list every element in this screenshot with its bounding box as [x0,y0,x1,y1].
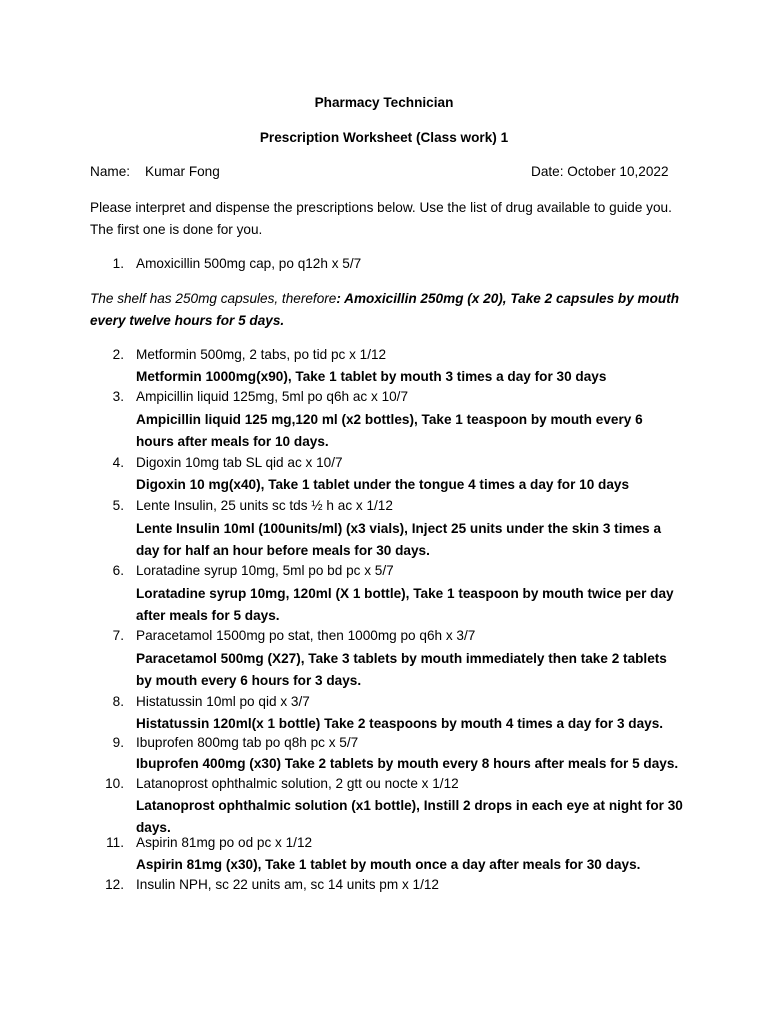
example-answer-text: : Amoxicillin 250mg (x 20), Take 2 capsules by mouth every twelve hours for 5 days. [90,291,680,328]
student-name: Kumar Fong [145,164,220,179]
example-prescription: Amoxicillin 500mg cap, po q12h x 5/7 [136,256,362,271]
prescription-line: Histatussin 10ml po qid x 3/7 [136,694,310,709]
dispensing-answer: Paracetamol 500mg (X27), Take 3 tablets by mouth immediately then take 2 tablets by mouth every 6 hours for 3 days. [136,651,667,688]
prescription-line: Ampicillin liquid 125mg, 5ml po q6h ac x 10/7 [136,389,409,404]
instructions-paragraph: Please interpret and dispense the prescriptions below. Use the list of drug available to guide you. The first one is done for you. [90,200,672,237]
item-number: 12. [105,877,124,892]
prescription-line: Ibuprofen 800mg tab po q8h pc x 5/7 [136,735,359,750]
name-label: Name: [90,164,131,179]
item-number: 6. [112,563,124,578]
item-number: 9. [112,735,124,750]
prescription-line: Digoxin 10mg tab SL qid ac x 10/7 [136,455,343,470]
example-answer [90,288,680,332]
prescription-line: Latanoprost ophthalmic solution, 2 gtt ou nocte x 1/12 [136,776,459,791]
item-number: 8. [112,694,124,709]
dispensing-answer: Ibuprofen 400mg (x30) Take 2 tablets by mouth every 8 hours after meals for 5 days. [136,756,679,771]
example-answer-lead: The shelf has 250mg capsules, therefore [90,291,337,306]
dispensing-answer: Latanoprost ophthalmic solution (x1 bottle), Instill 2 drops in each eye at night for 30 days. [136,798,683,835]
item-number: 5. [112,498,124,513]
item-number: 4. [112,455,124,470]
dispensing-answer: Digoxin 10 mg(x40), Take 1 tablet under the tongue 4 times a day for 10 days [136,477,630,492]
prescription-line: Paracetamol 1500mg po stat, then 1000mg po q6h x 3/7 [136,628,476,643]
dispensing-answer: Histatussin 120ml(x 1 bottle) Take 2 teaspoons by mouth 4 times a day for 3 days. [136,716,664,731]
item-number: 1. [112,256,124,271]
dispensing-answer: Metformin 1000mg(x90), Take 1 tablet by mouth 3 times a day for 30 days [136,369,607,384]
dispensing-answer: Aspirin 81mg (x30), Take 1 tablet by mouth once a day after meals for 30 days. [136,857,641,872]
document-subtitle: Prescription Worksheet (Class work) 1 [259,130,509,145]
dispensing-answer: Ampicillin liquid 125 mg,120 ml (x2 bottles), Take 1 teaspoon by mouth every 6 hours after meals for 10 days. [136,412,643,449]
item-number: 2. [112,347,124,362]
document-title: Pharmacy Technician [314,95,454,110]
prescription-line: Lente Insulin, 25 units sc tds ½ h ac x 1/12 [136,498,393,513]
prescription-line: Metformin 500mg, 2 tabs, po tid pc x 1/12 [136,347,387,362]
worksheet-date: Date: October 10,2022 [531,164,669,179]
prescription-line: Loratadine syrup 10mg, 5ml po bd pc x 5/7 [136,563,394,578]
prescription-line: Insulin NPH, sc 22 units am, sc 14 units pm x 1/12 [136,877,439,892]
item-number: 11. [106,835,124,850]
item-number: 10. [105,776,124,791]
item-number: 7. [112,628,124,643]
dispensing-answer: Loratadine syrup 10mg, 120ml (X 1 bottle), Take 1 teaspoon by mouth twice per day after meals for 5 days. [136,586,674,623]
item-number: 3. [112,389,124,404]
dispensing-answer: Lente Insulin 10ml (100units/ml) (x3 vials), Inject 25 units under the skin 3 times a day for half an hour before meals for 30 days. [136,521,662,558]
prescription-line: Aspirin 81mg po od pc x 1/12 [136,835,313,850]
